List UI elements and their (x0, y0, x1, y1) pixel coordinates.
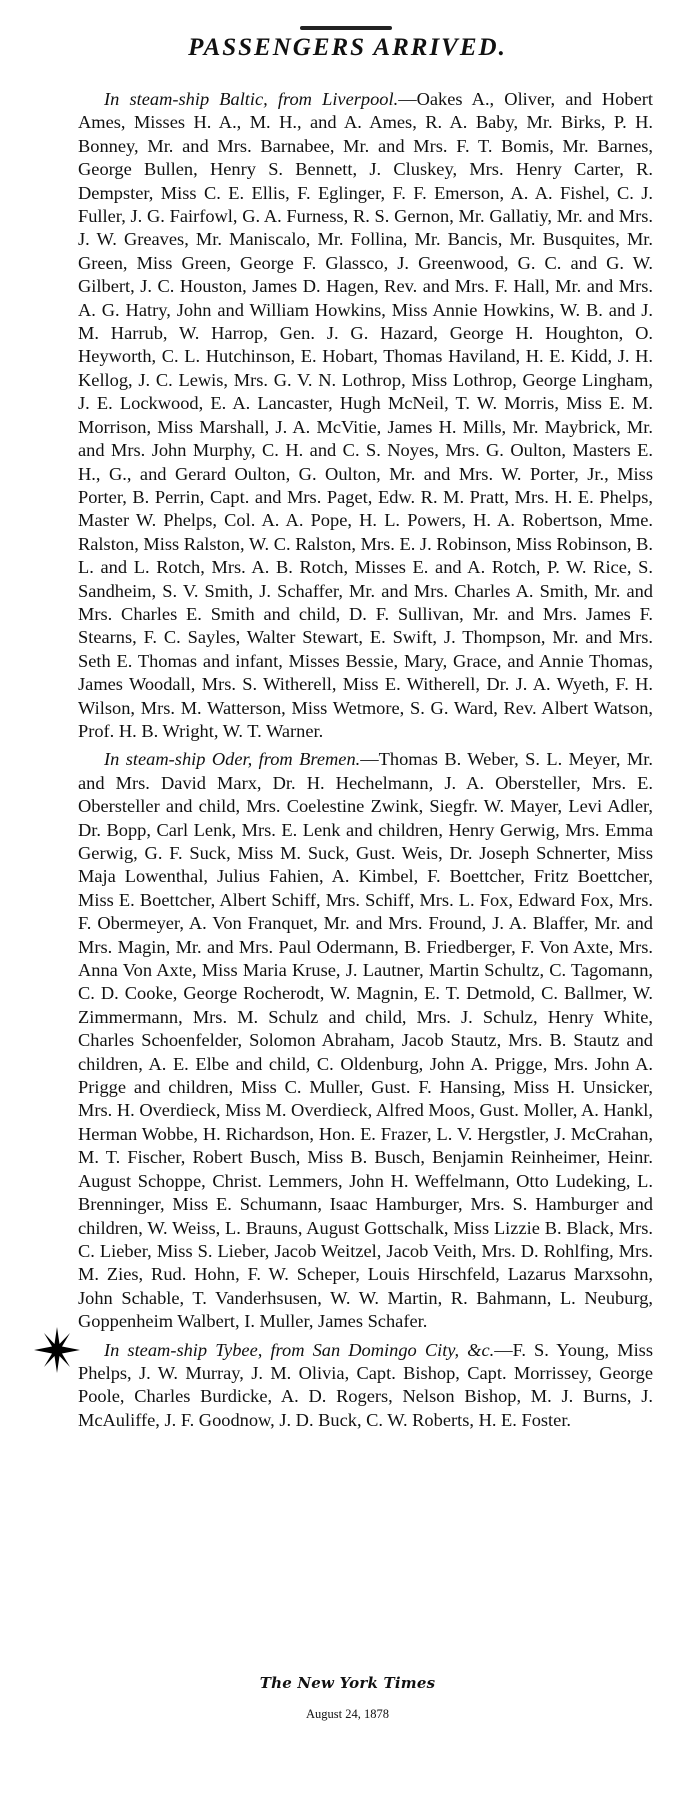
section-body: —Oakes A., Oliver, and Hobert Ames, Misses H. A., M. H., and A. Ames, R. A. Baby, Mr. Birks, P. H. Bonney, Mr. and Mrs. Barnabee, Mr. and Mrs. F. T. Bomis, Mr. Barnes, George Bullen, Henry S. Bennett, J. Cluskey, Mrs. Henry Carter, R. Dempster, Miss C. E. Ellis, F. Eglinger, F. F. Emerson, A. A. Fishel, C. J. Fuller, J. G. Fairfowl, G. A. Furness, R. S. Gernon, Mr. Gallatiy, Mr. and Mrs. J. W. Greaves, Mr. Maniscalo, Mr. Follina, Mr. Bancis, Mr. Busquites, Mr. Green, Miss Green, George F. Glassco, J. Greenwood, G. C. and G. W. Gilbert, J. C. Houston, James D. Hagen, Rev. and Mrs. F. Hall, Mr. and Mrs. A. G. Hatry, John and William Howkins, Miss Annie Howkins, W. B. and J. M. Harrub, W. Harrop, Gen. J. G. Hazard, George H. Houghton, O. Heyworth, C. L. Hutchinson, E. Hobart, Thomas Haviland, H. E. Kidd, J. H. Kellog, J. C. Lewis, Mrs. G. V. N. Lothrop, Miss Lothrop, George Lingham, J. E. Lockwood, E. A. Lancaster, Hugh McNeil, T. W. Morris, Miss E. M. Morrison, Miss Marshall, J. A. McVitie, James H. Mills, Mr. Maybrick, Mr. and Mrs. John Murphy, C. H. and C. S. Noyes, Mrs. G. Oulton, Masters E. H., G., and Gerard Oulton, G. Oulton, Mr. and Mrs. W. Porter, Jr., Miss Porter, B. Perrin, Capt. and Mrs. Paget, Edw. R. M. Pratt, Mrs. H. E. Phelps, Master W. Phelps, Col. A. A. Pope, H. L. Powers, H. A. Robertson, Mme. Ralston, Miss Ralston, W. C. Ralston, Mrs. E. J. Robinson, Miss Robinson, B. L. and L. Rotch, Mrs. A. B. Rotch, Misses E. and A. Rotch, P. W. Rice, S. Sandheim, S. V. Smith, J. Schaffer, Mr. and Mrs. Charles A. Smith, Mr. and Mrs. Charles E. Smith and child, D. F. Sullivan, Mr. and Mrs. James F. Stearns, F. C. Sayles, Walter Stewart, E. Swift, J. Thompson, Mr. and Mrs. Seth E. Thomas and infant, Misses Bessie, Mary, Grace, and Annie Thomas, James Woodall, Mrs. S. Witherell, Miss E. Witherell, Dr. J. A. Wyeth, F. H. Wilson, Mrs. M. Watterson, Miss Wetmore, S. G. Ward, Rev. Albert Watson, Prof. H. B. Wright, W. T. Warner. (78, 89, 654, 741)
section-oder (78, 748, 653, 1333)
section-tybee (78, 1339, 653, 1433)
article-column (78, 88, 653, 1432)
section-lead: In steam-ship Oder, from Bremen. (104, 749, 361, 770)
top-rule (300, 26, 392, 30)
page-title: PASSENGERS ARRIVED. (188, 34, 507, 61)
section-body: —Thomas B. Weber, S. L. Meyer, Mr. and Mrs. David Marx, Dr. H. Hechelmann, J. A. Obersteller, Mrs. E. Obersteller and child, Mrs. Coelestine Zwink, Siegfr. W. Mayer, Levi Adler, Dr. Bopp, Carl Lenk, Mrs. E. Lenk and children, Henry Gerwig, Mrs. Emma Gerwig, G. F. Suck, Miss M. Suck, Gust. Weis, Dr. Joseph Schnerter, Miss Maja Lowenthal, Julius Fahien, A. Kimbel, F. Boettcher, Fritz Boettcher, Miss E. Boettcher, Albert Schiff, Mrs. Schiff, Mrs. L. Fox, Edward Fox, Mrs. F. Obermeyer, A. Von Franquet, Mr. and Mrs. Fround, J. A. Blaffer, Mr. and Mrs. Magin, Mr. and Mrs. Paul Odermann, B. Friedberger, F. Von Axte, Mrs. Anna Von Axte, Miss Maria Kruse, J. Lautner, Martin Schultz, C. Tagomann, C. D. Cooke, George Rocherodt, W. Magnin, E. T. Detmold, C. Ballmer, W. Zimmermann, Mrs. M. Schulz and child, Mrs. J. Schulz, Henry White, Charles Schoenfelder, Solomon Abraham, Jacob Stautz, Mrs. B. Stautz and children, A. E. Elbe and child, C. Oldenburg, John A. Prigge, Mrs. John A. Prigge and children, Miss C. Muller, Gust. F. Hansing, Miss H. Unsicker, Mrs. H. Overdieck, Miss M. Overdieck, Alfred Moos, Gust. Moller, A. Hankl, Herman Wobbe, H. Richardson, Hon. E. Frazer, L. V. Hergstler, J. McCrahan, M. T. Fischer, Robert Busch, Miss B. Busch, Benjamin Reinheimer, Heinr. August Schoppe, Christ. Lemmers, John H. Weffelmann, Otto Ludeking, L. Brenninger, Miss E. Schumann, Isaac Hamburger, Mrs. S. Hamburger and children, W. Weiss, L. Brauns, August Gottschalk, Miss Lizzie B. Black, Mrs. C. Lieber, Miss S. Lieber, Jacob Weitzel, Jacob Veith, Mrs. D. Rohlfing, Mrs. M. Zies, Rud. Hohn, F. W. Scheper, Louis Hirschfeld, Lazarus Marxsohn, John Schable, T. Vanderhsusen, W. W. Martin, R. Bahmann, L. Neuburg, Goppenheim Walbert, I. Muller, James Schafer. (78, 749, 653, 1332)
section-lead: In steam-ship Baltic, from Liverpool. (104, 89, 399, 109)
section-lead: In steam-ship Tybee, from San Domingo City, &c. (104, 1339, 495, 1360)
section-baltic (78, 88, 653, 743)
section-body: —F. S. Young, Miss Phelps, J. W. Murray, J. M. Olivia, Capt. Bishop, Capt. Morrissey, George Poole, Charles Burdicke, A. D. Rogers, Nelson Bishop, M. J. Burns, J. McAuliffe, J. F. Goodnow, J. D. Buck, C. W. Roberts, H. E. Foster. (78, 1339, 653, 1430)
publication-date: August 24, 1878 (306, 1707, 389, 1721)
starburst-icon (34, 1327, 80, 1373)
masthead-logo: The New York Times (259, 1674, 436, 1692)
